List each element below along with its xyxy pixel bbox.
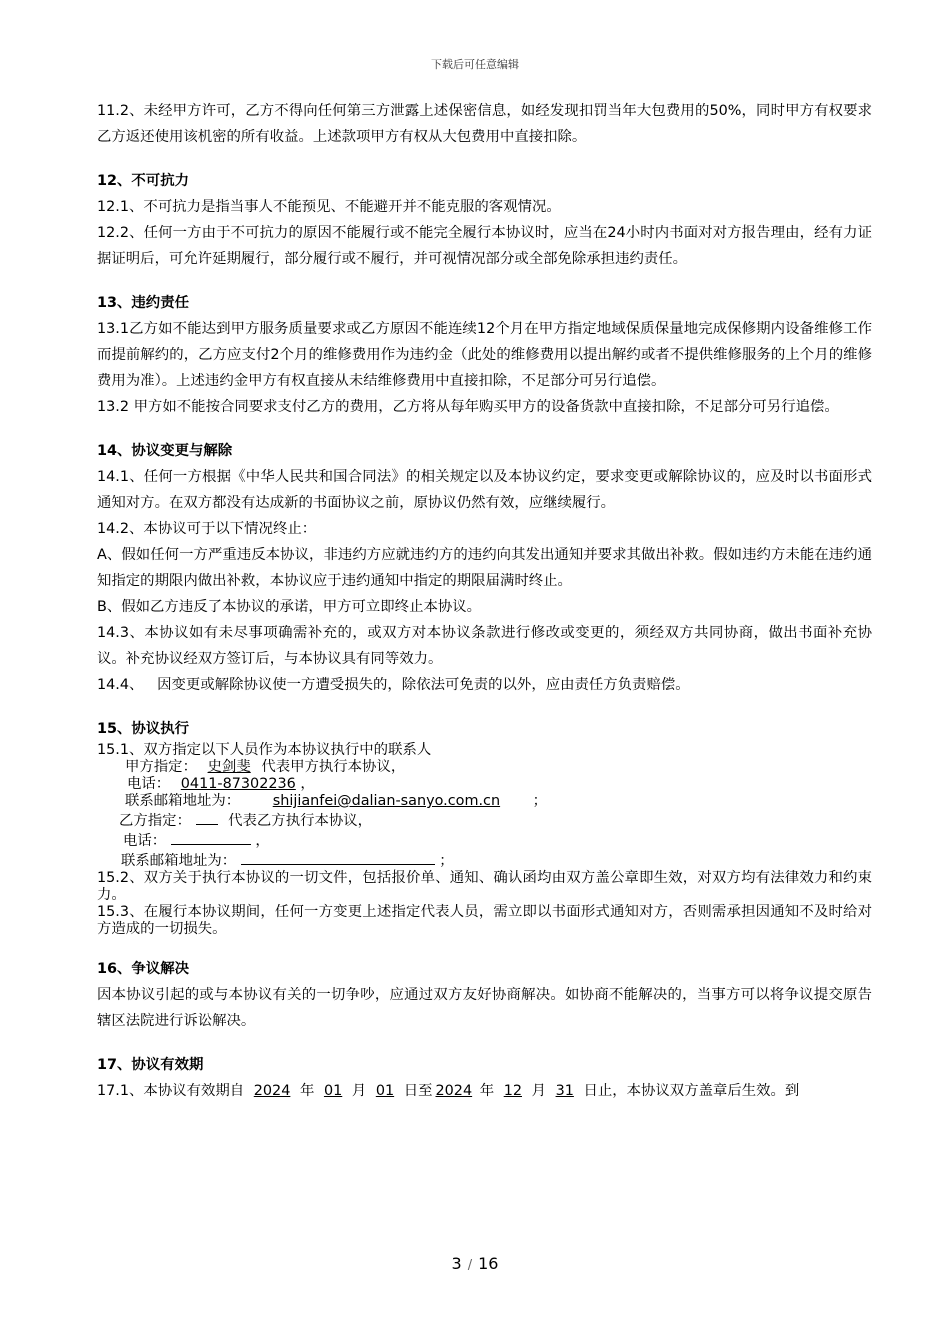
party-b-mail-label: 联系邮箱地址为：: [121, 853, 237, 869]
party-b-mail-line: [97, 850, 872, 870]
clause-14-1: 14.1、任何一方根据《中华人民共和国合同法》的相关规定以及本协议约定，要求变更或解除协议的，应及时以书面形式通知对方。在双方都没有达成新的书面协议之前，原协议仍然有效，应继续履行。: [97, 469, 872, 511]
clause-15-2: 15.2、双方关于执行本协议的一切文件，包括报价单、通知、确认函均由双方盖公章即生效，对双方均有法律效力和约束力。: [97, 870, 872, 903]
clause-15-1: 15.1、双方指定以下人员作为本协议执行中的联系人: [97, 742, 432, 758]
start-year: 2024: [253, 1083, 291, 1099]
clause-17-1: [97, 1078, 872, 1104]
clause-14-2: 14.2、本协议可于以下情况终止：: [97, 521, 317, 537]
contacts-block: [97, 742, 872, 938]
to-label: 日至: [403, 1083, 433, 1099]
party-b-label: 乙方指定：: [119, 813, 191, 829]
party-a-contact: [97, 759, 872, 776]
party-a-phone: 0411-87302236: [180, 776, 296, 792]
party-a-phone-suffix: ，: [300, 776, 315, 792]
section-12-title: 12、不可抗力: [97, 173, 189, 189]
clause-11-2: 11.2、未经甲方许可，乙方不得向任何第三方泄露上述保密信息，如经发现扣罚当年大包费用的50%，同时甲方有权要求乙方返还使用该机密的所有收益。上述款项甲方有权从大包费用中直接扣除。: [97, 103, 872, 145]
party-a-phone-line: [97, 776, 872, 793]
start-day: 01: [375, 1083, 395, 1099]
party-a-phone-label: 电话：: [127, 776, 171, 792]
clause-14-2-b: B、假如乙方违反了本协议的承诺，甲方可立即终止本协议。: [97, 599, 482, 615]
party-a-suffix: 代表甲方执行本协议，: [261, 759, 406, 775]
section-14-title: 14、协议变更与解除: [97, 443, 233, 459]
page-number: 3: [451, 1254, 462, 1273]
clause-13-2: 13.2 甲方如不能按合同要求支付乙方的费用，乙方将从每年购买甲方的设备货款中直接扣除，不足部分可另行追偿。: [97, 399, 839, 415]
clause-14-2-a: A、假如任何一方严重违反本协议，非违约方应就违约方的违约向其发出通知并要求其做出补救。假如违约方未能在违约通知指定的期限内做出补救，本协议应于违约通知中指定的期限届满时终止。: [97, 547, 872, 589]
section-13-title: 13、违约责任: [97, 295, 189, 311]
month-label-2: 月: [531, 1083, 546, 1099]
party-a-mail-suffix: ；: [532, 793, 548, 809]
page-total: 16: [478, 1254, 499, 1273]
page-separator: /: [467, 1258, 473, 1273]
party-b-phone-suffix: ，: [255, 833, 270, 849]
section-16-title: 16、争议解决: [97, 961, 189, 977]
clause-15-3: 15.3、在履行本协议期间，任何一方变更上述指定代表人员，需立即以书面形式通知对方，否则需承担因通知不及时给对方造成的一切损失。: [97, 904, 872, 937]
end-day: 31: [555, 1083, 574, 1099]
start-month: 01: [323, 1083, 343, 1099]
clause-14-3: 14.3、本协议如有未尽事项确需补充的，或双方对本协议条款进行修改或变更的，须经双方共同协商，做出书面补充协议。补充协议经双方签订后，与本协议具有同等效力。: [97, 625, 872, 667]
page-footer: [0, 1254, 950, 1273]
party-b-mail-suffix: ；: [439, 853, 454, 869]
clause-16-1: 因本协议引起的或与本协议有关的一切争吵，应通过双方友好协商解决。如协商不能解决的，当事方可以将争议提交原告辖区法院进行诉讼解决。: [97, 987, 872, 1029]
clause-13-1: 13.1乙方如不能达到甲方服务质量要求或乙方原因不能连续12个月在甲方指定地域保质保量地完成保修期内设备维修工作而提前解约的，乙方应支付2个月的维修费用作为违约金（此处的维修费用以提出解约或者不提供维修服务的上个月的维修费用为准）。上述违约金甲方有权直接从未结维修费用中直接扣除，不足部分可另行追偿。: [97, 321, 872, 389]
party-a-mail: [245, 793, 528, 809]
page-header: 下载后可任意编辑: [431, 58, 519, 71]
section-17-title: 17、协议有效期: [97, 1057, 204, 1073]
end-month: 12: [503, 1083, 522, 1099]
party-b-mail-blank: [241, 850, 435, 865]
validity-prefix: 17.1、本协议有效期自: [97, 1083, 245, 1099]
party-b-suffix: 代表乙方执行本协议，: [228, 813, 373, 829]
validity-suffix: 日止，本协议双方盖章后生效。到: [583, 1083, 800, 1099]
year-label-1: 年: [299, 1083, 315, 1099]
party-b-phone-label: 电话：: [123, 833, 167, 849]
party-a-name: 史剑斐: [207, 759, 251, 775]
section-15-title: 15、协议执行: [97, 721, 189, 737]
party-b-phone-line: [97, 830, 872, 850]
party-a-mail-label: 联系邮箱地址为：: [125, 793, 241, 809]
clause-14-4: 14.4、 因变更或解除协议使一方遭受损失的，除依法可免责的以外，应由责任方负责赔偿。: [97, 677, 690, 693]
party-b-phone-blank: [171, 830, 251, 845]
party-b-contact: [97, 810, 872, 830]
party-a-mail-value: shijianfei@dalian-sanyo.com.cn: [272, 793, 501, 809]
document-body: [97, 98, 872, 1104]
party-a-mail-line: [97, 793, 872, 810]
party-a-label: 甲方指定：: [125, 759, 197, 775]
month-label-1: 月: [351, 1083, 367, 1099]
year-label-2: 年: [479, 1083, 495, 1099]
clause-12-2: 12.2、任何一方由于不可抗力的原因不能履行或不能完全履行本协议时，应当在24小时内书面对对方报告理由，经有力证据证明后，可允许延期履行，部分履行或不履行，并可视情况部分或全部免除承担违约责任。: [97, 225, 872, 267]
end-year: 2024: [435, 1083, 473, 1099]
clause-12-1: 12.1、不可抗力是指当事人不能预见、不能避开并不能克服的客观情况。: [97, 199, 561, 215]
party-b-name-blank: [196, 810, 218, 825]
